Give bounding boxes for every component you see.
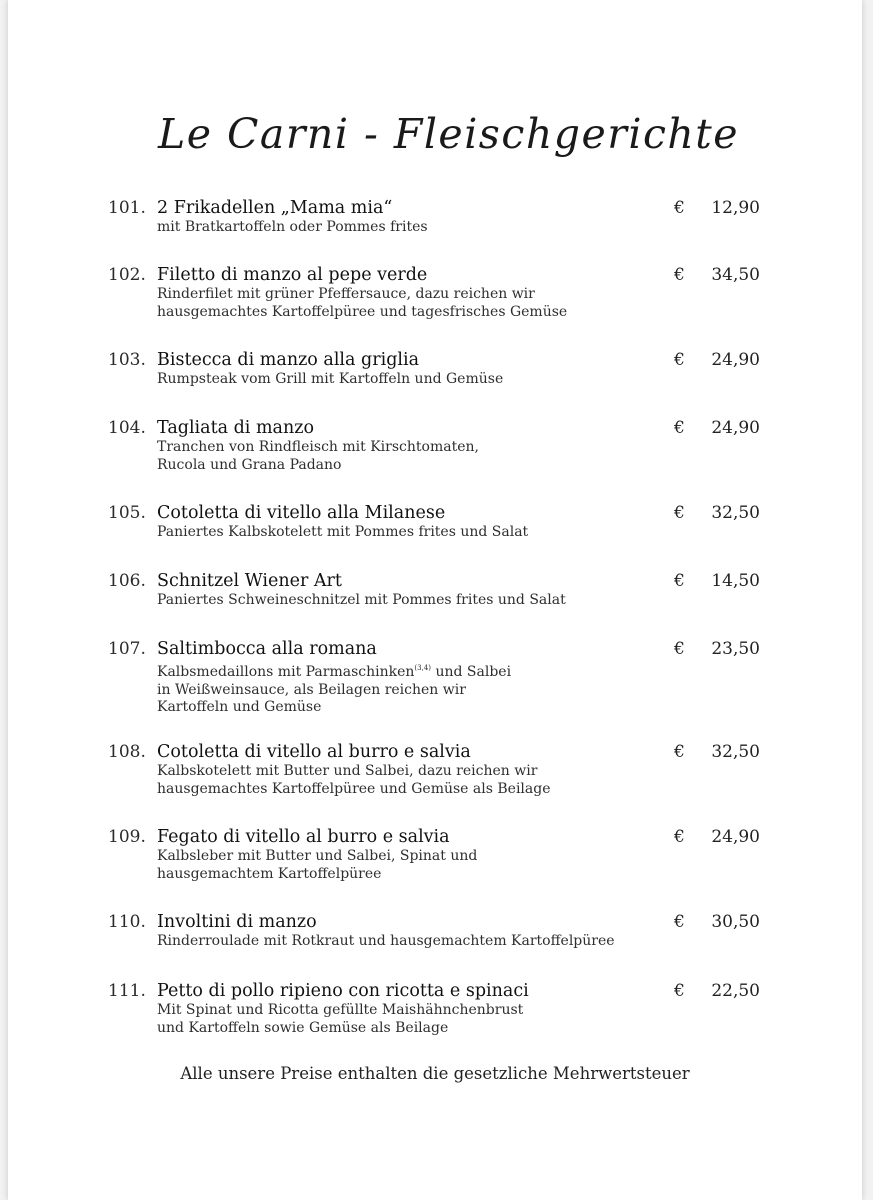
description-text-suffix: und Salbei	[431, 664, 512, 680]
item-number: 109.	[108, 827, 146, 847]
menu-list	[8, 0, 862, 1200]
description-line: mit Bratkartoffeln oder Pommes frites	[157, 219, 428, 235]
item-number: 104.	[108, 418, 146, 438]
allergen-superscript: (3,4)	[414, 664, 432, 672]
item-description	[157, 286, 637, 321]
item-price: 14,50	[711, 571, 760, 591]
price-footnote: Alle unsere Preise enthalten die gesetzliche Mehrwertsteuer	[180, 1064, 690, 1083]
description-line: Tranchen von Rindfleisch mit Kirschtomaten,	[157, 439, 479, 455]
item-description	[157, 439, 637, 474]
item-number: 106.	[108, 571, 146, 591]
item-price: 30,50	[711, 912, 760, 932]
item-description	[157, 763, 637, 798]
description-line: hausgemachtes Kartoffelpüree und tagesfrisches Gemüse	[157, 303, 568, 320]
currency-symbol: €	[674, 350, 685, 370]
currency-symbol: €	[674, 571, 685, 591]
currency-symbol: €	[674, 981, 685, 1001]
currency-symbol: €	[674, 742, 685, 762]
item-name: Tagliata di manzo	[157, 418, 315, 438]
item-name: 2 Frikadellen „Mama mia“	[157, 198, 393, 218]
item-name: Cotoletta di vitello alla Milanese	[157, 503, 446, 523]
item-price: 34,50	[711, 265, 760, 285]
item-name: Cotoletta di vitello al burro e salvia	[157, 742, 471, 762]
item-description	[157, 592, 637, 610]
item-name: Bistecca di manzo alla griglia	[157, 350, 420, 370]
description-line: Rumpsteak vom Grill mit Kartoffeln und Gemüse	[157, 371, 504, 387]
description-line: Rucola und Grana Padano	[157, 456, 342, 473]
currency-symbol: €	[674, 503, 685, 523]
description-line	[157, 660, 637, 682]
description-line: Paniertes Schweineschnitzel mit Pommes frites und Salat	[157, 592, 566, 608]
description-line: Kalbskotelett mit Butter und Salbei, dazu reichen wir	[157, 763, 538, 779]
description-line: Mit Spinat und Ricotta gefüllte Maishähnchenbrust	[157, 1002, 524, 1018]
description-line: Rinderroulade mit Rotkraut und hausgemachtem Kartoffelpüree	[157, 933, 615, 949]
item-price: 24,90	[711, 827, 760, 847]
item-price: 23,50	[711, 639, 760, 659]
item-number: 101.	[108, 198, 146, 218]
currency-symbol: €	[674, 198, 685, 218]
item-number: 111.	[108, 981, 146, 1001]
item-price: 12,90	[711, 198, 760, 218]
item-name: Involtini di manzo	[157, 912, 317, 932]
description-line: hausgemachtes Kartoffelpüree und Gemüse als Beilage	[157, 780, 551, 797]
item-name: Saltimbocca alla romana	[157, 639, 377, 659]
item-description	[157, 524, 637, 542]
currency-symbol: €	[674, 912, 685, 932]
item-name: Petto di pollo ripieno con ricotta e spinaci	[157, 981, 529, 1001]
item-description	[157, 1002, 637, 1037]
item-price: 32,50	[711, 503, 760, 523]
description-line: Kalbsleber mit Butter und Salbei, Spinat und	[157, 848, 478, 864]
item-name: Fegato di vitello al burro e salvia	[157, 827, 450, 847]
item-description	[157, 219, 637, 237]
description-line: in Weißweinsauce, als Beilagen reichen wir	[157, 681, 466, 698]
item-description	[157, 933, 637, 951]
page-title: Le Carni - Fleischgerichte	[158, 110, 740, 158]
item-price: 24,90	[711, 350, 760, 370]
currency-symbol: €	[674, 827, 685, 847]
item-name: Schnitzel Wiener Art	[157, 571, 342, 591]
description-line: hausgemachtem Kartoffelpüree	[157, 865, 382, 882]
item-number: 110.	[108, 912, 146, 932]
item-price: 22,50	[711, 981, 760, 1001]
menu-page	[8, 0, 862, 1200]
description-line: Paniertes Kalbskotelett mit Pommes frites und Salat	[157, 524, 529, 540]
item-number: 108.	[108, 742, 146, 762]
item-description	[157, 660, 637, 717]
item-number: 103.	[108, 350, 146, 370]
item-description	[157, 371, 637, 389]
currency-symbol: €	[674, 265, 685, 285]
item-number: 107.	[108, 639, 146, 659]
item-name: Filetto di manzo al pepe verde	[157, 265, 428, 285]
item-price: 24,90	[711, 418, 760, 438]
item-price: 32,50	[711, 742, 760, 762]
currency-symbol: €	[674, 418, 685, 438]
item-description	[157, 848, 637, 883]
item-number: 102.	[108, 265, 146, 285]
item-number: 105.	[108, 503, 146, 523]
description-line: Rinderfilet mit grüner Pfeffersauce, dazu reichen wir	[157, 286, 535, 302]
currency-symbol: €	[674, 639, 685, 659]
description-line: Kartoffeln und Gemüse	[157, 699, 322, 715]
description-line: und Kartoffeln sowie Gemüse als Beilage	[157, 1019, 449, 1036]
description-text: Kalbsmedaillons mit Parmaschinken	[157, 664, 415, 680]
